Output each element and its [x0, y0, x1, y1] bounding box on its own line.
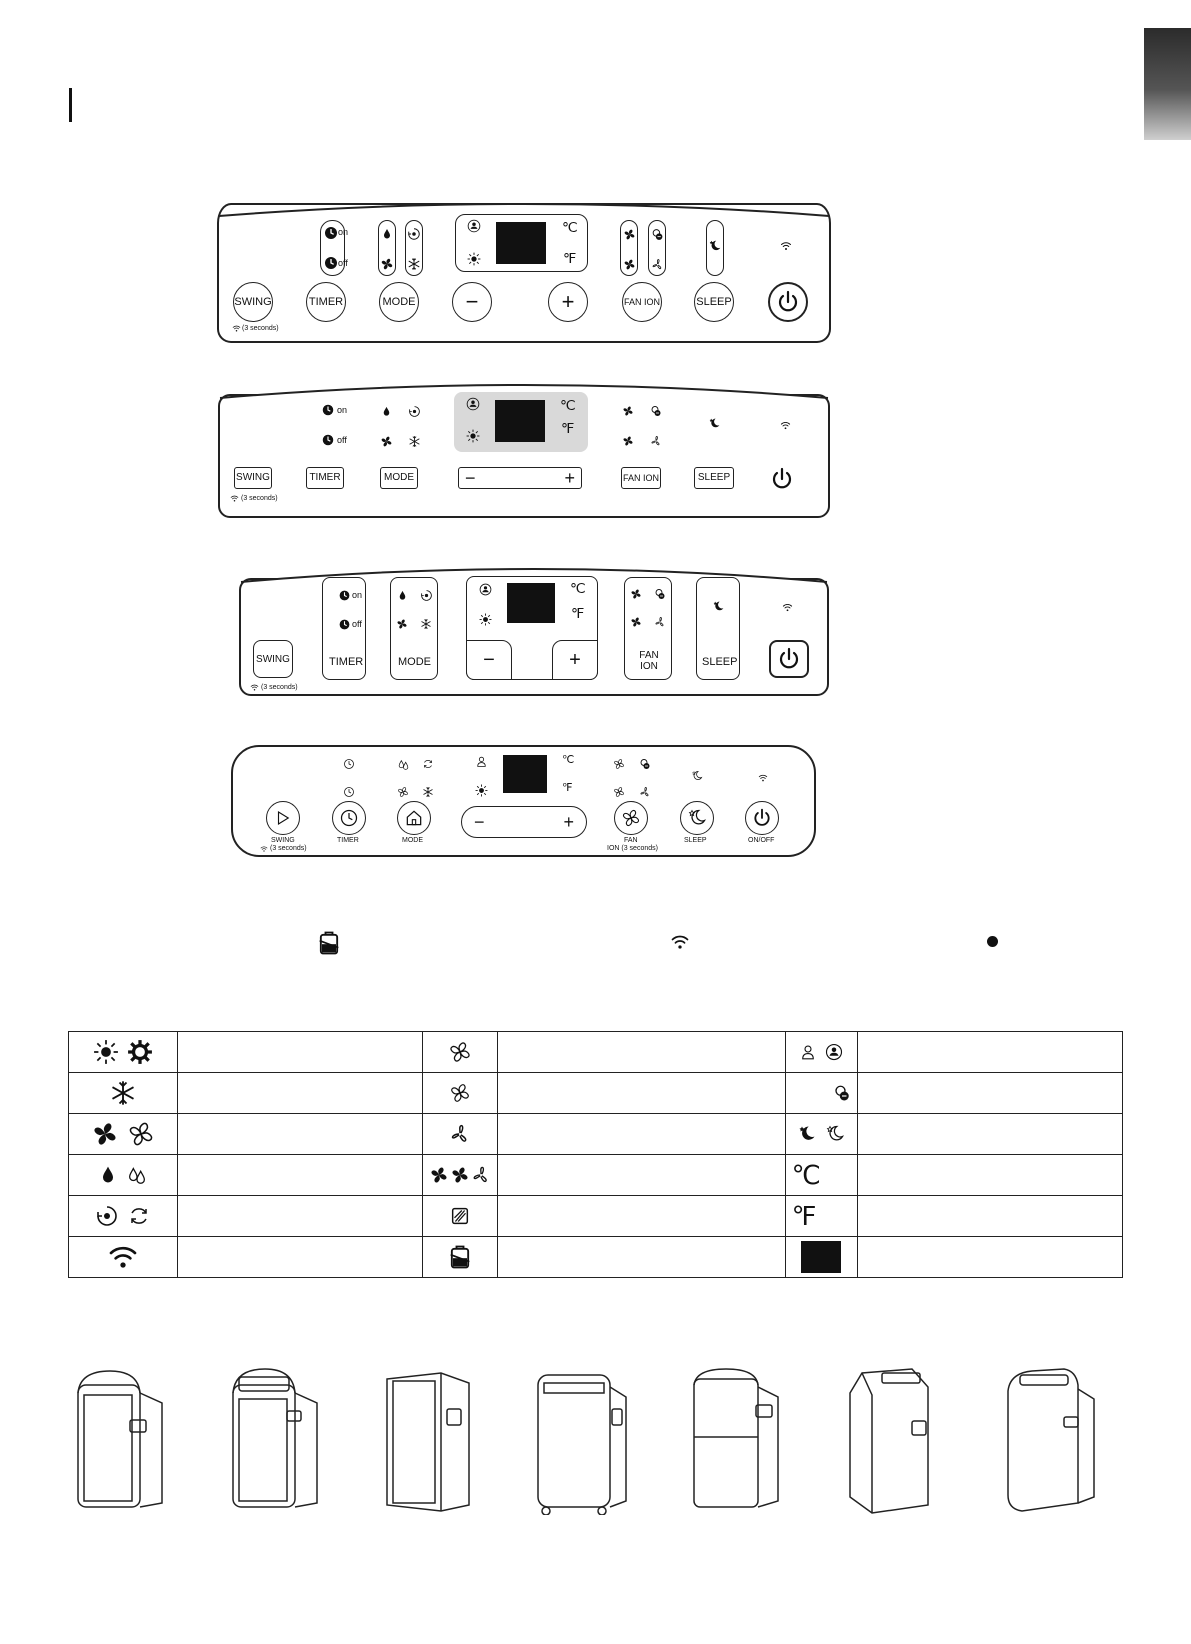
minus-button[interactable]: − — [474, 812, 485, 832]
drop-icon — [378, 403, 394, 419]
power-button[interactable] — [769, 466, 795, 492]
wifi-icon — [780, 601, 794, 613]
fan-mid-icon — [620, 433, 636, 449]
sleep-label: SLEEP — [684, 837, 707, 844]
ac-unit-2 — [225, 1365, 325, 1515]
fan-low-icon — [652, 614, 668, 630]
ion-icon — [648, 225, 666, 243]
swing-button[interactable] — [266, 801, 300, 835]
wifi-hint: (3 seconds) — [241, 495, 278, 502]
sun-icon — [93, 1039, 119, 1065]
drops-icon — [126, 1164, 148, 1186]
wifi-hint: (3 seconds) — [242, 325, 279, 332]
ion-icon — [652, 586, 668, 602]
mode-label: MODE — [402, 837, 423, 844]
ac-unit-6 — [842, 1365, 942, 1515]
home-icon — [404, 808, 424, 828]
sleep-moon-icon — [706, 237, 724, 255]
fan-high-icon — [620, 403, 636, 419]
cycle-icon — [127, 1204, 151, 1228]
wifi-icon — [259, 845, 269, 853]
ion-icon — [648, 403, 664, 419]
fan-low-icon — [648, 433, 664, 449]
fan-icon — [91, 1120, 119, 1148]
power-icon — [752, 808, 772, 828]
fan-high-icon — [448, 1040, 472, 1064]
power-button[interactable] — [745, 801, 779, 835]
plus-button[interactable]: + — [552, 640, 598, 680]
fan-high-icon — [611, 756, 627, 772]
power-button[interactable] — [769, 640, 809, 678]
fan-ion-label: FAN ION — [639, 650, 659, 672]
timer-on-label: on — [352, 590, 363, 600]
dot-icon — [987, 936, 998, 947]
sleep-moon-icon — [687, 808, 707, 828]
ac-unit-5 — [686, 1365, 786, 1515]
wifi-hint: (3 seconds) — [261, 684, 298, 691]
clock-icon — [341, 784, 357, 800]
mode-button[interactable]: MODE — [379, 282, 419, 322]
fahrenheit-indicator: ℉ — [562, 782, 573, 794]
sleep-button[interactable]: SLEEP — [694, 467, 734, 489]
person-icon — [825, 1043, 843, 1061]
snowflake-icon — [406, 433, 422, 449]
sleep-moon-icon — [689, 768, 705, 784]
clock-icon — [339, 808, 359, 828]
snowflake-icon — [418, 616, 434, 632]
mode-button[interactable]: MODE — [380, 467, 418, 489]
clock-icon — [320, 432, 336, 448]
wifi-hint: (3 seconds) — [270, 845, 307, 852]
ac-unit-1 — [70, 1365, 170, 1515]
ac-unit-7 — [1002, 1365, 1102, 1515]
wifi-icon — [103, 1241, 143, 1273]
timer-off-label: off — [338, 258, 348, 268]
temperature-display — [503, 755, 547, 793]
snowflake-icon — [405, 255, 423, 273]
fan-label: FAN — [624, 837, 638, 844]
gear-icon — [127, 1039, 153, 1065]
fahrenheit-indicator: ℉ — [571, 605, 585, 621]
swing-button[interactable]: SWING — [233, 282, 273, 322]
fan-mid-icon — [620, 255, 638, 273]
person-icon — [473, 753, 489, 769]
ac-unit-3 — [377, 1365, 477, 1515]
drop-icon — [394, 587, 410, 603]
sleep-button[interactable] — [680, 801, 714, 835]
person-icon — [477, 581, 493, 597]
timer-label: TIMER — [337, 837, 359, 844]
sleep-label: SLEEP — [702, 656, 738, 668]
auto-icon — [95, 1204, 119, 1228]
wifi-icon — [231, 324, 241, 333]
fan-high-icon — [429, 1165, 449, 1185]
temperature-display — [495, 400, 545, 442]
clock-icon — [341, 756, 357, 772]
sleep-moon-outline-icon — [825, 1124, 845, 1144]
fan-icon — [394, 616, 410, 632]
power-icon — [777, 647, 801, 671]
fan-ion-button[interactable]: FAN ION — [621, 467, 661, 489]
drop-icon — [98, 1165, 118, 1185]
timer-button[interactable]: TIMER — [306, 467, 344, 489]
fan-icon — [378, 433, 394, 449]
wifi-icon — [249, 683, 259, 692]
sun-icon — [473, 782, 489, 798]
power-button[interactable] — [768, 282, 808, 322]
water-tank-icon — [446, 1243, 474, 1271]
minus-button[interactable]: − — [465, 468, 476, 488]
fahrenheit-indicator: ℉ — [561, 420, 575, 436]
celsius-indicator: ℃ — [562, 754, 575, 766]
snowflake-icon — [109, 1079, 137, 1107]
fan-icon — [378, 255, 396, 273]
clock-icon — [320, 402, 336, 418]
ac-unit-4 — [532, 1365, 632, 1515]
sun-icon — [477, 611, 493, 627]
celsius-indicator: ℃ — [570, 580, 586, 596]
fan-mid-icon — [449, 1082, 471, 1104]
sun-icon — [465, 428, 481, 444]
plus-button[interactable]: + — [548, 282, 588, 322]
timer-on-label: on — [337, 405, 348, 415]
power-icon — [776, 290, 800, 314]
fan-outline-icon — [127, 1120, 155, 1148]
person-icon — [466, 218, 482, 234]
person-icon — [799, 1043, 817, 1061]
fan-high-icon — [628, 586, 644, 602]
minus-button[interactable]: − — [452, 282, 492, 322]
fan-mid-icon — [611, 784, 627, 800]
timer-button[interactable]: TIMER — [306, 282, 346, 322]
plus-button[interactable]: + — [564, 468, 575, 488]
auto-icon — [406, 403, 422, 419]
celsius-symbol: ℃ — [785, 1155, 857, 1196]
fan-mid-icon — [450, 1165, 470, 1185]
fan-low-icon — [449, 1123, 471, 1145]
plus-button[interactable]: + — [563, 812, 574, 832]
wifi-icon — [778, 419, 792, 431]
wifi-icon — [668, 932, 692, 952]
fan-low-icon — [648, 255, 666, 273]
fan-low-icon — [637, 784, 653, 800]
fan-icon — [395, 784, 411, 800]
fan-ion-button[interactable]: FAN ION — [622, 282, 662, 322]
auto-icon — [418, 587, 434, 603]
sleep-moon-icon — [797, 1124, 817, 1144]
mode-label: MODE — [398, 656, 431, 668]
clock-icon — [336, 616, 352, 632]
fan-mid-icon — [628, 614, 644, 630]
minus-button[interactable]: − — [466, 640, 512, 680]
person-icon — [465, 396, 481, 412]
swing-icon — [274, 809, 292, 827]
fan-icon — [621, 808, 641, 828]
temperature-rocker[interactable] — [461, 806, 587, 838]
fan-ion-button[interactable] — [614, 801, 648, 835]
ion-hint: ION (3 seconds) — [607, 845, 658, 852]
timer-on-label: on — [338, 227, 349, 237]
swing-label: SWING — [271, 837, 295, 844]
timer-off-label: off — [352, 619, 362, 629]
sleep-button[interactable]: SLEEP — [694, 282, 734, 322]
temperature-rocker[interactable] — [458, 467, 582, 489]
timer-label: TIMER — [329, 656, 364, 668]
power-icon — [770, 467, 794, 491]
timer-button[interactable] — [332, 801, 366, 835]
temperature-display — [507, 583, 555, 623]
drop-icon — [378, 225, 396, 243]
swing-button[interactable]: SWING — [253, 640, 293, 678]
onoff-label: ON/OFF — [748, 837, 775, 844]
timer-off-label: off — [337, 435, 347, 445]
display-block-icon — [801, 1241, 841, 1273]
sleep-moon-icon — [706, 415, 722, 431]
fan-high-icon — [620, 225, 638, 243]
mode-button[interactable] — [397, 801, 431, 835]
sun-icon — [466, 251, 482, 267]
ion-icon — [637, 756, 653, 772]
fan-low-icon — [471, 1165, 491, 1185]
celsius-indicator: ℃ — [562, 219, 578, 235]
wifi-icon — [778, 240, 794, 252]
temperature-display — [496, 222, 546, 264]
celsius-indicator: ℃ — [560, 397, 576, 413]
chapter-tab — [1144, 28, 1191, 140]
wifi-icon — [229, 494, 239, 503]
auto-icon — [420, 756, 436, 772]
water-tank-icon — [314, 928, 344, 958]
wifi-icon — [756, 772, 770, 784]
heading-bar — [69, 88, 72, 122]
swing-button[interactable]: SWING — [234, 467, 272, 489]
snowflake-icon — [420, 784, 436, 800]
icon-legend-table — [68, 1031, 1123, 1278]
fahrenheit-indicator: ℉ — [563, 250, 577, 266]
filter-icon — [449, 1205, 471, 1227]
auto-icon — [405, 225, 423, 243]
clock-icon — [336, 587, 352, 603]
fahrenheit-symbol: ℉ — [785, 1196, 857, 1237]
sleep-moon-icon — [710, 598, 726, 614]
ion-icon — [833, 1084, 851, 1102]
drop-icon — [395, 756, 411, 772]
